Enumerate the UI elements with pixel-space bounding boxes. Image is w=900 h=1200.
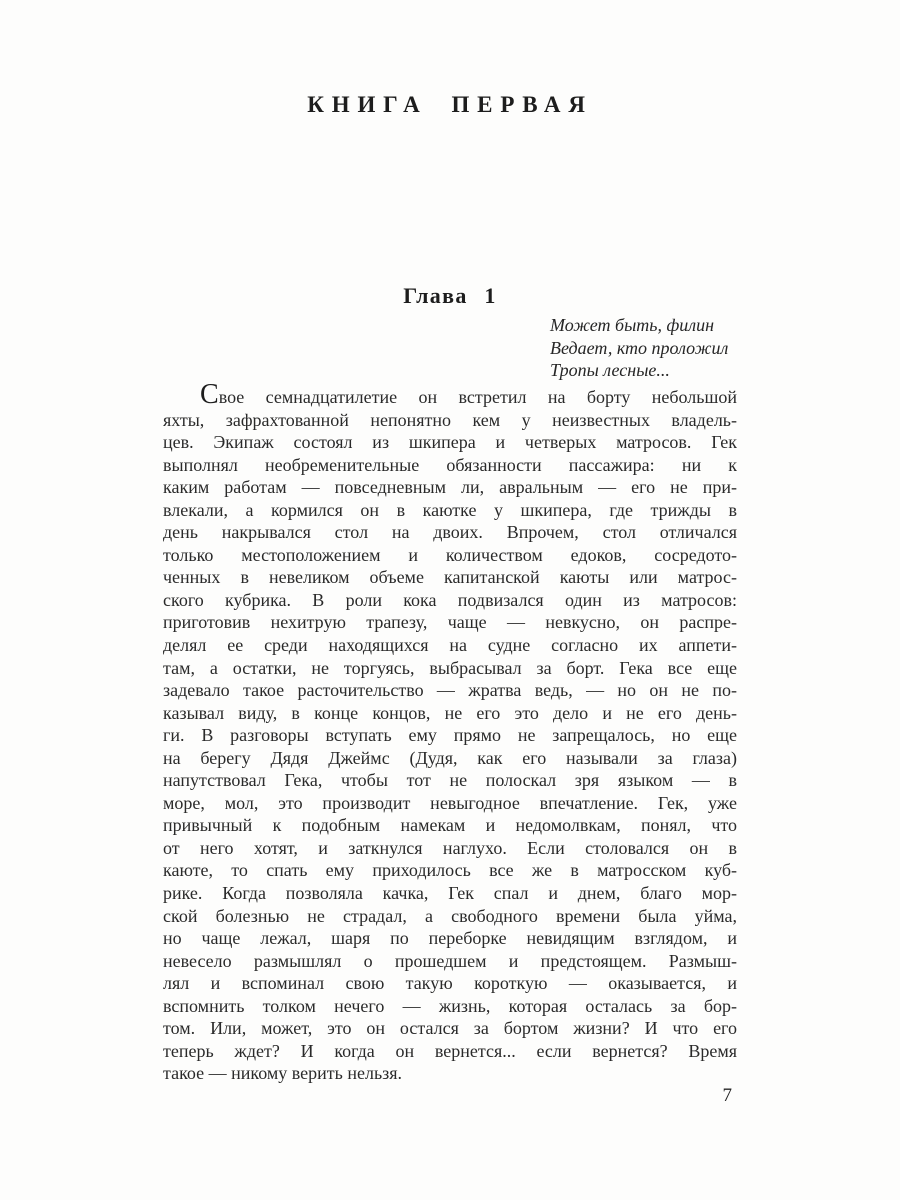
text-line: невесело размышлял о прошедшем и предстоящем. Размыш- bbox=[163, 950, 737, 971]
text-line: ской болезнью не страдал, а свободного времени была уйма, bbox=[163, 905, 737, 926]
text-line: такое — никому верить нельзя. bbox=[163, 1063, 403, 1084]
initial-capital: С bbox=[200, 379, 219, 410]
epigraph-line: Тропы лесные... bbox=[550, 360, 670, 380]
epigraph bbox=[550, 314, 728, 382]
text-line: яхты, зафрахтованной непонятно кем у неизвестных владель- bbox=[163, 409, 737, 430]
text-line: цев. Экипаж состоял из шкипера и четверых матросов. Гек bbox=[163, 432, 737, 453]
body-paragraph bbox=[163, 379, 737, 1085]
text-line: каюте, то спать ему приходилось все же в матросском куб- bbox=[163, 860, 737, 881]
text-line: но чаще лежал, шаря по переборке невидящим взглядом, и bbox=[163, 928, 737, 949]
text-line: ского кубрика. В роли кока подвизался один из матросов: bbox=[163, 589, 737, 610]
text-line: том. Или, может, это он остался за бортом жизни? И что его bbox=[163, 1018, 737, 1039]
page-number: 7 bbox=[722, 1085, 732, 1106]
body-lines bbox=[163, 409, 737, 1085]
text-line: рике. Когда позволяла качка, Гек спал и днем, благо мор- bbox=[163, 883, 737, 904]
text-line: день накрывался стол на двоих. Впрочем, стол отличался bbox=[163, 522, 737, 543]
text-line: только местоположением и количеством едоков, сосредото- bbox=[163, 544, 737, 565]
text-line: от него хотят, и заткнулся наглухо. Если столовался он в bbox=[163, 837, 737, 858]
text-line: приготовив нехитрую трапезу, чаще — невкусно, он распре- bbox=[163, 612, 737, 633]
text-line: казывал виду, в конце концов, не его это дело и не его день- bbox=[163, 702, 737, 723]
epigraph-line: Может быть, филин bbox=[550, 315, 715, 335]
text-line: ченных в невеликом объеме капитанской каюты или матрос- bbox=[163, 567, 737, 588]
chapter-heading: Глава 1 bbox=[403, 283, 497, 308]
text-line: делял ее среди находящихся на судне согласно их аппети- bbox=[163, 635, 737, 656]
text-line: море, мол, это производит невыгодное впечатление. Гек, уже bbox=[163, 792, 737, 813]
text-line: влекали, а кормился он в каютке у шкипера, где трижды в bbox=[163, 499, 737, 520]
text-line: напутствовал Гека, чтобы тот не полоскал зря языком — в bbox=[163, 770, 737, 791]
book-title: КНИГА ПЕРВАЯ bbox=[307, 92, 593, 117]
text-line: задевало такое расточительство — жратва ведь, — но он не по- bbox=[163, 680, 737, 701]
text-line: лял и вспоминал свою такую короткую — оказывается, и bbox=[163, 973, 737, 994]
text-line: каким работам — повседневным ли, авральным — его не при- bbox=[163, 477, 737, 498]
text-line: выполнял необременительные обязанности пассажира: ни к bbox=[163, 454, 737, 475]
epigraph-line: Ведает, кто проложил bbox=[550, 337, 729, 358]
text-line: там, а остатки, не торгуясь, выбрасывал за борт. Гека все еще bbox=[163, 657, 737, 678]
text-line: на берегу Дядя Джеймс (Дудя, как его называли за глаза) bbox=[163, 747, 737, 768]
text-line: вспомнить толком нечего — жизнь, которая осталась за бор- bbox=[163, 995, 737, 1016]
first-line-text: вое семнадцатилетие он встретил на борту небольшой bbox=[218, 387, 737, 407]
text-line-first bbox=[163, 379, 737, 410]
text-line: привычный к подобным намекам и недомолвкам, понял, что bbox=[163, 815, 737, 836]
text-line: ги. В разговоры вступать ему прямо не запрещалось, но еще bbox=[163, 725, 737, 746]
text-line: теперь ждет? И когда он вернется... если вернется? Время bbox=[163, 1040, 737, 1061]
